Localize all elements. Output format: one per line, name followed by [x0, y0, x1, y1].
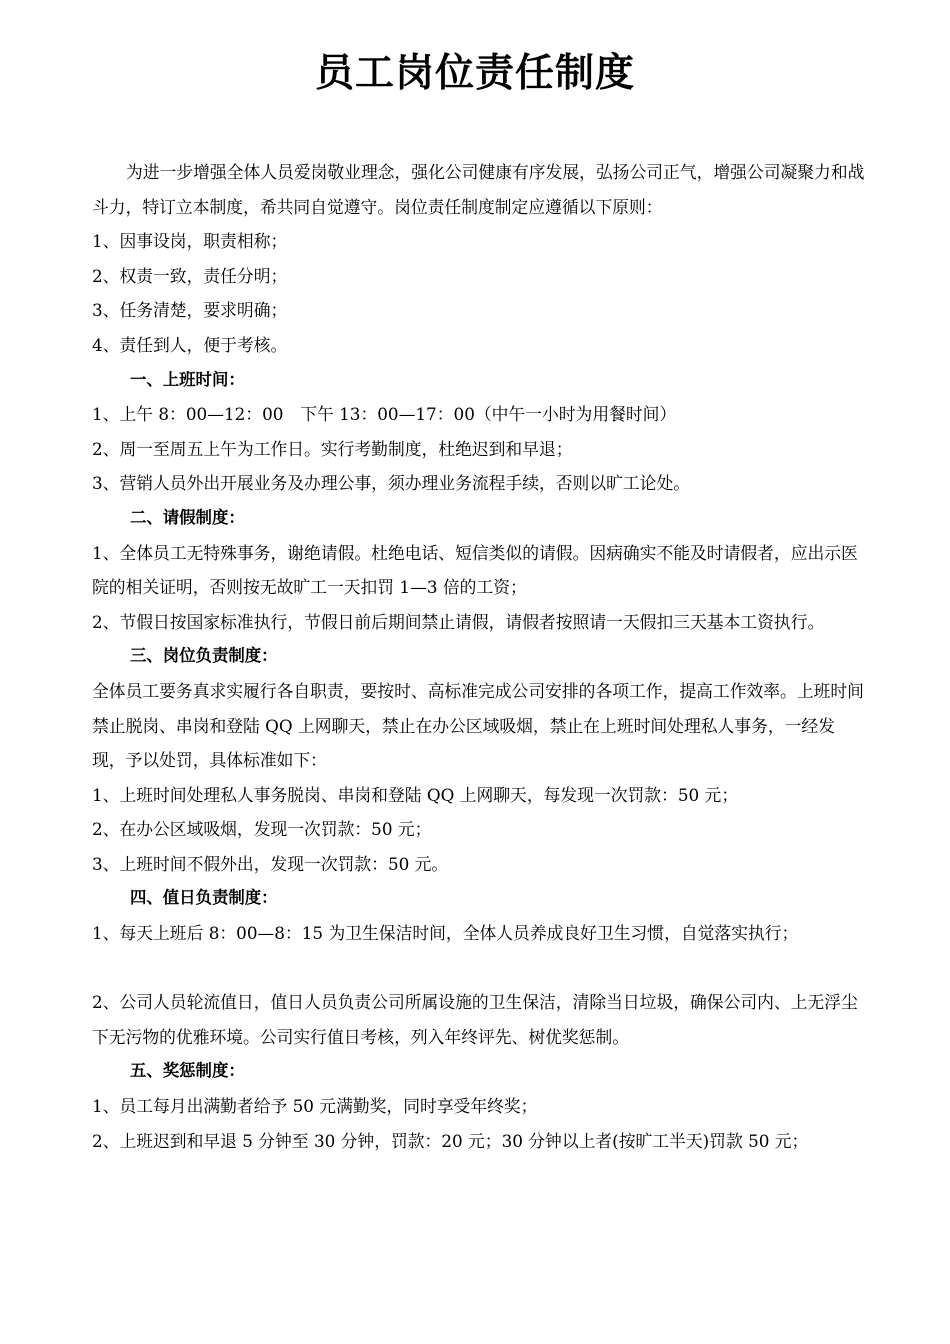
section-heading-leave: 二、请假制度：	[130, 507, 245, 527]
post-duty-item: 3、上班时间不假外出，发现一次罚款：50 元。	[92, 853, 449, 874]
document-title: 员工岗位责任制度	[314, 51, 635, 96]
blank-line	[92, 951, 867, 986]
principle-item: 1、因事设岗，职责相称；	[92, 231, 288, 252]
work-hours-item: 2、周一至周五上午为工作日。实行考勤制度，杜绝迟到和早退；	[92, 438, 573, 459]
section-heading-work-hours: 一、上班时间：	[130, 369, 245, 389]
document-body	[92, 155, 867, 1158]
principle-item: 2、权责一致，责任分明；	[92, 265, 288, 286]
work-hours-item: 1、上午 8：00—12：00 下午 13：00—17：00（中午一小时为用餐时间）	[92, 404, 677, 425]
duty-day-item: 2、公司人员轮流值日，值日人员负责公司所属设施的卫生保洁，清除当日垃圾，确保公司内、上无浮尘下无污物的优雅环境。公司实行值日考核，列入年终评先、树优奖惩制。	[92, 992, 858, 1047]
section-heading-post-duty: 三、岗位负责制度：	[130, 646, 278, 666]
principle-item: 4、责任到人，便于考核。	[92, 334, 288, 355]
section-heading-rewards: 五、奖惩制度：	[130, 1061, 245, 1081]
leave-item: 1、全体员工无特殊事务，谢绝请假。杜绝电话、短信类似的请假。因病确实不能及时请假者，应出示医院的相关证明，否则按无故旷工一天扣罚 1—3 倍的工资；	[92, 542, 858, 598]
leave-item: 2、节假日按国家标准执行，节假日前后期间禁止请假，请假者按照请一天假扣三天基本工资执行。	[92, 611, 825, 632]
work-hours-item: 3、营销人员外出开展业务及办理公事，须办理业务流程手续，否则以旷工论处。	[92, 473, 691, 494]
post-duty-item: 1、上班时间处理私人事务脱岗、串岗和登陆 QQ 上网聊天，每发现一次罚款：50 元；	[92, 784, 739, 805]
duty-day-item: 1、每天上班后 8：00—8：15 为卫生保洁时间，全体人员养成良好卫生习惯，自觉落实执行；	[92, 923, 799, 944]
section-heading-duty-day: 四、值日负责制度：	[130, 888, 278, 908]
rewards-item: 2、上班迟到和早退 5 分钟至 30 分钟，罚款：20 元；30 分钟以上者(按旷工半天)罚款 50 元；	[92, 1130, 809, 1151]
principle-item: 3、任务清楚，要求明确；	[92, 300, 288, 321]
intro-paragraph: 为进一步增强全体人员爱岗敬业理念，强化公司健康有序发展，弘扬公司正气，增强公司凝聚力和战斗力，特订立本制度，希共同自觉遵守。岗位责任制度制定应遵循以下原则：	[92, 162, 865, 217]
post-duty-item: 2、在办公区域吸烟，发现一次罚款：50 元；	[92, 819, 432, 840]
post-duty-intro: 全体员工要务真求实履行各自职责，要按时、高标准完成公司安排的各项工作，提高工作效率。上班时间禁止脱岗、串岗和登陆 QQ 上网聊天，禁止在办公区域吸烟，禁止在上班时间处理私人事务，一经发现，予以处罚，具体标准如下：	[92, 680, 864, 771]
rewards-item: 1、员工每月出满勤者给予 50 元满勤奖，同时享受年终奖；	[92, 1096, 538, 1117]
